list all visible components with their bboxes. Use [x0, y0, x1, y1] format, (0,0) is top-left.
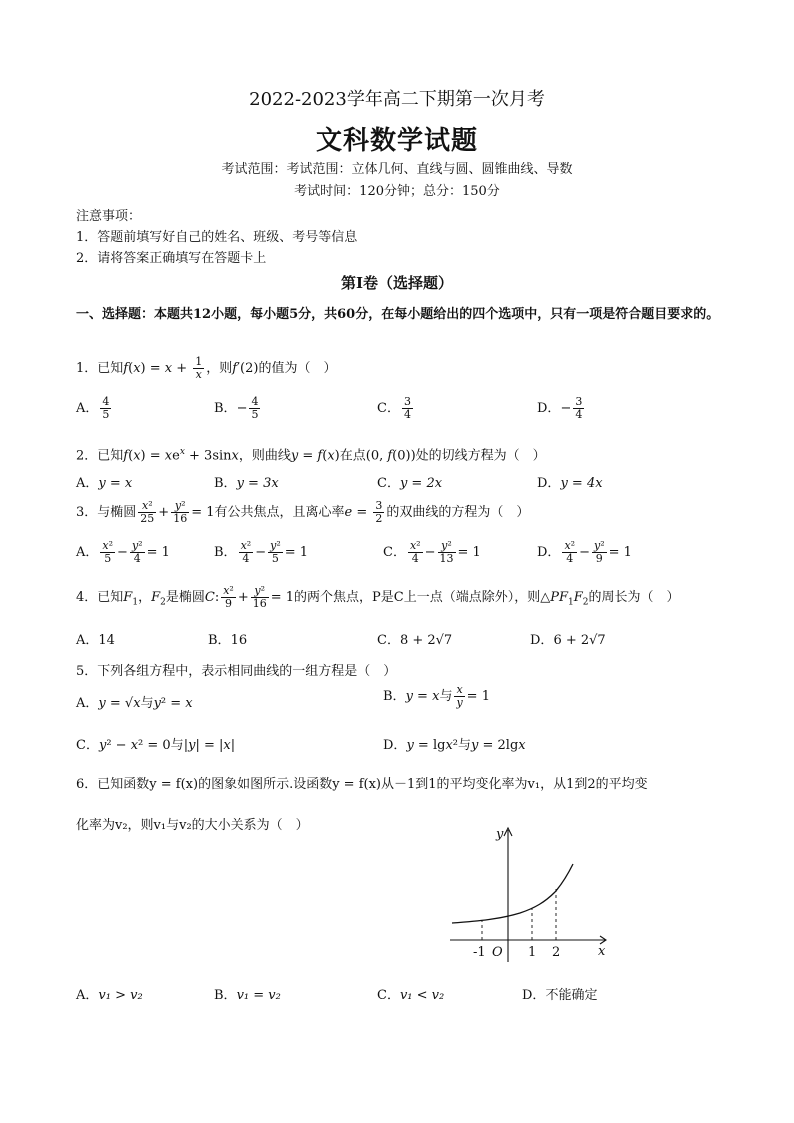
q6-option-b[interactable]: B．v₁ = v₂ — [214, 988, 281, 1003]
question-4: 4．已知$F_1$，$F_2$是椭圆C: $\frac{\text{x²}}{9}$ + $\frac{\text{y²}}{16}$ = 1的两个焦点，P是C上一点（端点除外），则$\triangle PF_1F_2$的周长为（ ） — [76, 584, 680, 610]
q2-option-a[interactable]: A．y = x — [76, 476, 133, 491]
q1-option-d[interactable]: D．− $\frac{3}{4}$ — [537, 395, 583, 421]
section-intro: 一、选择题：本题共12小题，每小题5分，共60分，在每小题给出的四个选项中，只有一项是符合题目要求的。 — [76, 307, 720, 322]
q4-option-a[interactable]: A．14 — [76, 633, 115, 648]
q1-option-a[interactable]: A． $\frac{4}{5}$ — [76, 395, 110, 421]
function-graph — [440, 822, 620, 972]
x-axis-label: x — [598, 944, 606, 959]
notes-item-1: 1．答题前填写好自己的姓名、班级、考号等信息 — [76, 230, 358, 245]
tick-label-neg1: -1 — [473, 945, 486, 960]
q2-option-c[interactable]: C．y = 2x — [377, 476, 443, 491]
question-6-line-1: 6．已知函数y = f(x)的图象如图所示.设函数y = f(x)从－1到1的平均变化率为v₁，从1到2的平均变 — [76, 777, 648, 792]
q4-option-d[interactable]: D．6 + 2√7 — [530, 633, 606, 648]
q3-option-c[interactable]: C． $\frac{\text{x²}}{4}$ − $\frac{\text{y²}}{13}$ = 1 — [383, 539, 481, 565]
question-5: 5．下列各组方程中，表示相同曲线的一组方程是（ ） — [76, 664, 397, 679]
q6-option-c[interactable]: C．v₁ < v₂ — [377, 988, 445, 1003]
subject-title: 文科数学试题 — [315, 126, 478, 156]
q6-option-a[interactable]: A．v₁ > v₂ — [76, 988, 143, 1003]
section-title: 第Ⅰ卷（选择题） — [340, 274, 454, 292]
notes-heading: 注意事项： — [76, 209, 142, 224]
q3-option-d[interactable]: D． $\frac{\text{x²}}{4}$ − $\frac{\text{y²}}{9}$ = 1 — [537, 539, 632, 565]
tick-label-1: 1 — [528, 945, 537, 960]
exam-scope: 考试范围：考试范围：立体几何、直线与圆、圆锥曲线、导数 — [221, 162, 573, 177]
function-curve — [452, 864, 573, 923]
q2-option-d[interactable]: D．y = 4x — [537, 476, 603, 491]
q4-option-c[interactable]: C．8 + 2√7 — [377, 633, 453, 648]
q2-option-b[interactable]: B．y = 3x — [214, 476, 279, 491]
q3-option-b[interactable]: B． $\frac{\text{x²}}{4}$ − $\frac{\text{y²}}{5}$ = 1 — [214, 539, 309, 565]
q5-option-a[interactable]: A．y = √x与y² = x — [76, 696, 193, 711]
question-2: 2．已知$f(x) = xe^x + 3\sin x$，则曲线y = f(x)在点(0, f(0))处的切线方程为（ ） — [76, 447, 546, 464]
tick-label-2: 2 — [552, 945, 561, 960]
q3-option-a[interactable]: A． $\frac{\text{x²}}{5}$ − $\frac{\text{y²}}{4}$ = 1 — [76, 539, 170, 565]
question-1: 1．已知f(x) = x + $\frac{1}{x}$ ，则f′(2)的值为（ ） — [76, 355, 337, 381]
q1-option-c[interactable]: C． $\frac{3}{4}$ — [377, 395, 411, 421]
q4-option-b[interactable]: B．16 — [208, 633, 248, 648]
q6-option-d[interactable]: D．不能确定 — [522, 988, 598, 1003]
question-3: 3．与椭圆 $\frac{\text{x²}}{25}$ + $\frac{\text{y²}}{16}$ = 1有公共焦点，且离心率e = $\frac{3}{2}$ 的双曲线的方程为（ ） — [76, 499, 530, 525]
notes-item-2: 2．请将答案正确填写在答题卡上 — [76, 251, 267, 266]
q1-option-b[interactable]: B．− $\frac{4}{5}$ — [214, 395, 259, 421]
question-6-line-2: 化率为v₂，则v₁与v₂的大小关系为（ ） — [76, 818, 309, 833]
q5-option-c[interactable]: C．y² − x² = 0与|y| = |x| — [76, 738, 236, 753]
q5-option-d[interactable]: D．y = lgx²与y = 2lgx — [383, 738, 526, 753]
origin-label: O — [492, 945, 503, 960]
exam-time: 考试时间：120分钟；总分：150分 — [294, 184, 500, 199]
y-axis-label: y — [496, 827, 504, 842]
q5-option-b[interactable]: B．y = x与 $\frac{x}{y}$ = 1 — [383, 683, 490, 709]
exam-title: 2022-2023学年高二下期第一次月考 — [249, 89, 545, 110]
